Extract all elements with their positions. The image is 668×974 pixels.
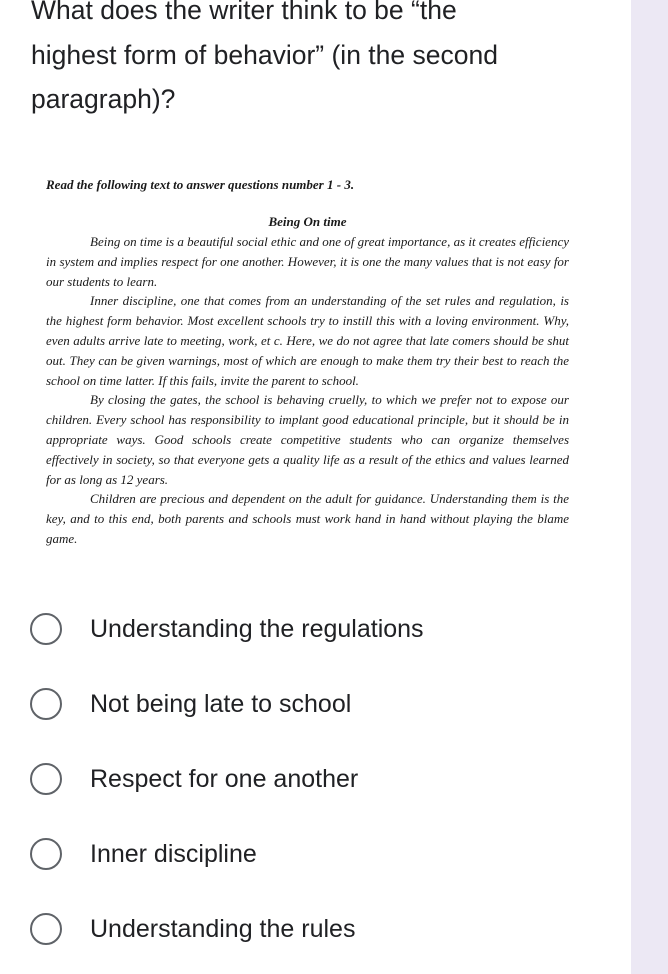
- answer-option-label: Not being late to school: [90, 689, 352, 718]
- answer-option[interactable]: [30, 591, 630, 666]
- passage-paragraph: By closing the gates, the school is behaving cruelly, to which we prefer not to expose our children. Every school has responsibility to implant good educational principle, but it should be in appropriate ways. Good schools create competitive students who can organize themselves effectively in society, so that everyone gets a quality life as a result of the ethics and values learned for as long as 12 years.: [46, 392, 569, 487]
- passage-paragraph: Children are precious and dependent on the adult for guidance. Understanding them is the key, and to this end, both parents and schools must work hand in hand without playing the blame game.: [46, 491, 569, 546]
- answer-option-label: Respect for one another: [90, 764, 359, 793]
- radio-button[interactable]: [30, 838, 62, 870]
- answer-option-label: Understanding the rules: [90, 914, 356, 943]
- passage-paragraph: Being on time is a beautiful social ethic and one of great importance, as it creates efficiency in system and implies respect for one another. However, it is one the many values that is not easy for our students to learn.: [46, 234, 569, 289]
- question-title: What does the writer think to be “the highest form of behavior” (in the second paragraph)?: [31, 0, 498, 114]
- radio-button[interactable]: [30, 688, 62, 720]
- radio-button[interactable]: [30, 913, 62, 945]
- radio-button[interactable]: [30, 763, 62, 795]
- answer-option[interactable]: [30, 891, 630, 966]
- radio-button[interactable]: [30, 613, 62, 645]
- answer-options: [30, 591, 630, 966]
- answer-option-label: Understanding the regulations: [90, 614, 424, 643]
- passage-paragraph: Inner discipline, one that comes from an understanding of the set rules and regulation, is the highest form behavior. Most excellent schools try to instill this with a loving environment. Why, even adults arrive late to meeting, work, et c. Here, we do not agree that late comers should be shut out. They can be given warnings, most of which are enough to make them try their best to reach the school on time latter. If this fails, invite the parent to school.: [46, 293, 569, 388]
- answer-option[interactable]: [30, 741, 630, 816]
- answer-option[interactable]: [30, 816, 630, 891]
- answer-option-label: Inner discipline: [90, 839, 257, 868]
- passage-instruction: Read the following text to answer questions number 1 - 3.: [46, 177, 355, 192]
- passage-image: [46, 174, 569, 549]
- answer-option[interactable]: [30, 666, 630, 741]
- passage-title: Being On time: [268, 214, 347, 229]
